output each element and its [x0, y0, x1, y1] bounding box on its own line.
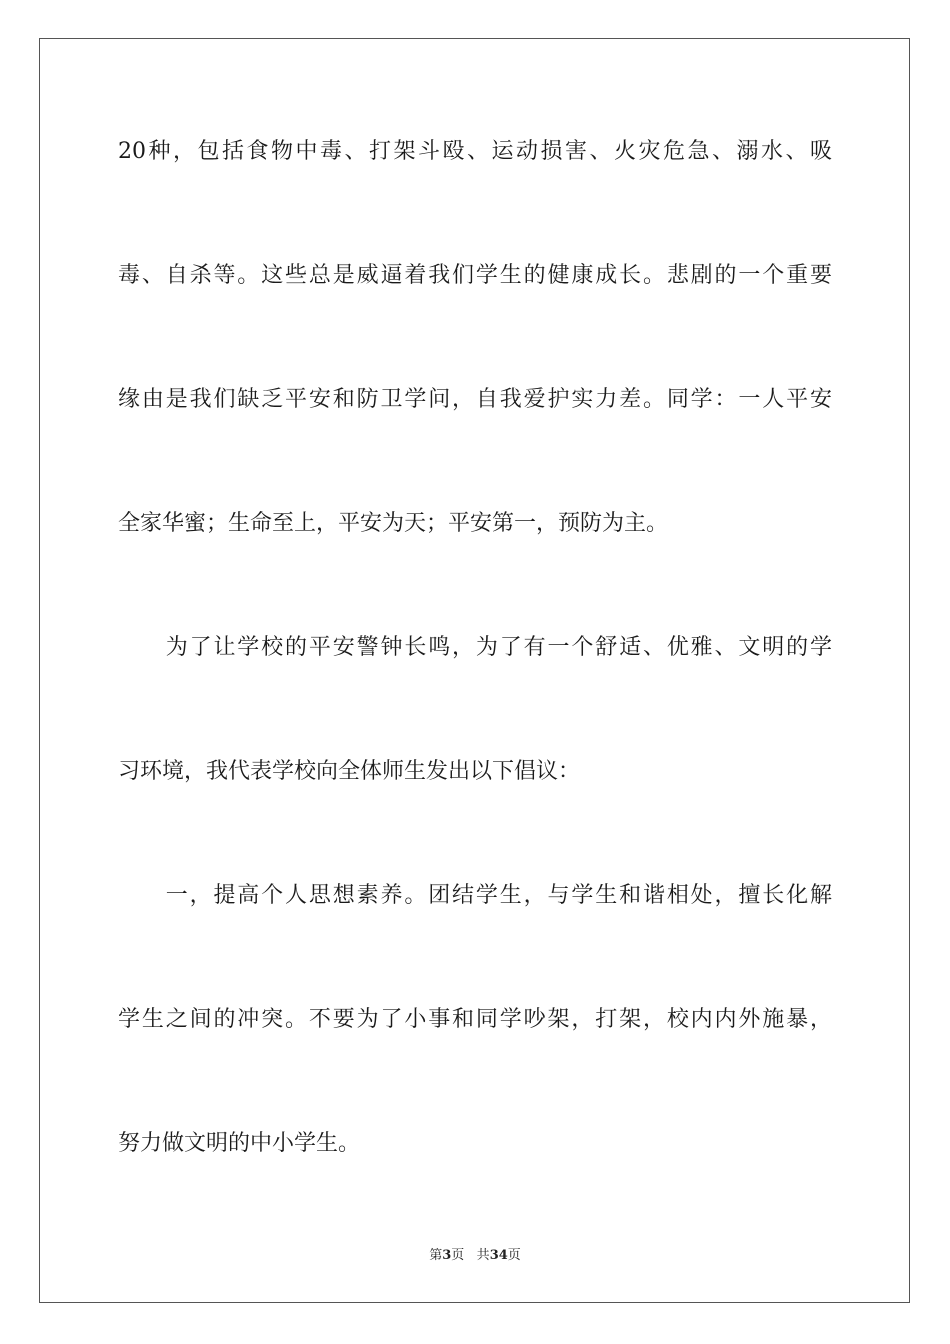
- page-border: [39, 38, 910, 1303]
- footer-page-suffix: 页: [451, 1248, 465, 1263]
- body-text-line-4: 全家华蜜；生命至上，平安为天；平安第一，预防为主。: [118, 511, 669, 536]
- page-footer: [0, 1247, 950, 1265]
- footer-total-prefix: 共: [476, 1248, 490, 1263]
- body-text-line-9: 努力做文明的中小学生。: [118, 1131, 361, 1156]
- footer-page-number: 3: [442, 1248, 452, 1263]
- footer-page-prefix: 第: [429, 1248, 443, 1263]
- body-text-line-3: 缘由是我们缺乏平安和防卫学问，自我爱护实力差。同学：一人平安: [118, 387, 832, 412]
- body-text-line-6: 习环境，我代表学校向全体师生发出以下倡议：: [118, 759, 581, 784]
- body-text-line-7: 一，提高个人思想素养。团结学生，与学生和谐相处，擅长化解: [118, 883, 832, 908]
- footer-total-suffix: 页: [507, 1248, 521, 1263]
- body-text-line-2: 毒、自杀等。这些总是威逼着我们学生的健康成长。悲剧的一个重要: [118, 263, 832, 288]
- footer-total-pages: 34: [489, 1248, 508, 1263]
- body-text-line-5: 为了让学校的平安警钟长鸣，为了有一个舒适、优雅、文明的学: [118, 635, 832, 660]
- body-text-line-1: 20种，包括食物中毒、打架斗殴、运动损害、火灾危急、溺水、吸: [118, 139, 832, 164]
- body-text-line-8: 学生之间的冲突。不要为了小事和同学吵架，打架，校内内外施暴，: [118, 1007, 832, 1032]
